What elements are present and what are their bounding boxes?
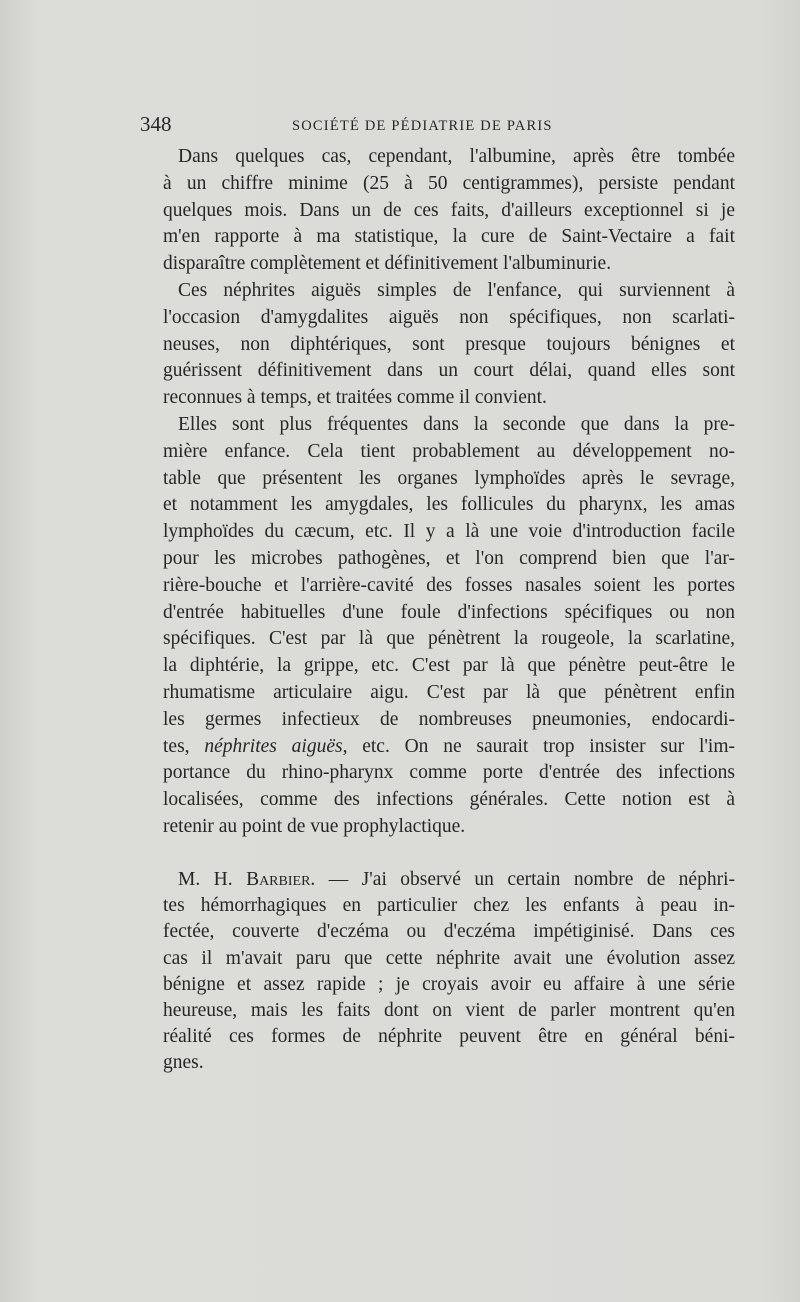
- text-line: heureuse, mais les faits dont on vient de parler montrent qu'en: [163, 999, 735, 1021]
- text-line: quelques mois. Dans un de ces faits, d'ailleurs exceptionnel si je: [163, 199, 735, 221]
- text-line: fectée, couverte d'eczéma ou d'eczéma impétiginisé. Dans ces: [163, 921, 735, 943]
- text-line: table que présentent les organes lymphoïdes après le sevrage,: [163, 467, 735, 489]
- text-segment: . — J'ai observé un certain nombre de néphri-: [310, 869, 735, 890]
- text-line: les germes infectieux de nombreuses pneumonies, endocardi-: [163, 708, 735, 730]
- text-line: l'occasion d'amygdalites aiguës non spécifiques, non scarlati-: [163, 306, 735, 328]
- text-line: cas il m'avait paru que cette néphrite avait une évolution assez: [163, 947, 735, 969]
- text-line: [163, 734, 735, 761]
- text-line: Dans quelques cas, cependant, l'albumine, après être tombée: [178, 146, 735, 167]
- text-line: bénigne et assez rapide ; je croyais avoir eu affaire à une série: [163, 973, 735, 995]
- text-line: guérissent définitivement dans un court délai, quand elles sont: [163, 360, 735, 382]
- text-line: m'en rapporte à ma statistique, la cure de Saint-Vectaire a fait: [163, 226, 735, 248]
- text-line: gnes.: [163, 1052, 204, 1074]
- text-line: mière enfance. Cela tient probablement au développement no-: [163, 440, 735, 462]
- text-line: réalité ces formes de néphrite peuvent être en général béni-: [163, 1026, 735, 1048]
- italic-text: néphrites aiguës: [204, 735, 343, 757]
- text-line: d'entrée habituelles d'une foule d'infections spécifiques ou non: [163, 601, 735, 623]
- text-line: tes hémorrhagiques en particulier chez les enfants à peau in-: [163, 895, 735, 917]
- page-header: [140, 112, 640, 142]
- text-line: rhumatisme articulaire aigu. C'est par là que pénètrent enfin: [163, 681, 735, 703]
- text-line: retenir au point de vue prophylactique.: [163, 815, 466, 837]
- text-line: localisées, comme des infections générales. Cette notion est à: [163, 789, 735, 811]
- text-line: la diphtérie, la grippe, etc. C'est par là que pénètre peut-être le: [163, 655, 735, 677]
- text-line: à un chiffre minime (25 à 50 centigrammes), persiste pendant: [163, 172, 735, 194]
- text-line: Elles sont plus fréquentes dans la seconde que dans la pre-: [178, 413, 735, 435]
- text-line: neuses, non diphtériques, sont presque toujours bénignes et: [163, 333, 735, 355]
- author-name: Barbier: [246, 869, 311, 890]
- text-segment: tes,: [163, 735, 205, 757]
- text-line: et notamment les amygdales, les follicules du pharynx, les amas: [163, 494, 735, 516]
- text-line: disparaître complètement et définitivement l'albuminurie.: [163, 253, 612, 275]
- text-line: portance du rhino-pharynx comme porte d'entrée des infections: [163, 762, 735, 784]
- text-line: lymphoïdes du cæcum, etc. Il y a là une voie d'introduction facile: [163, 521, 735, 543]
- text-segment: , etc. On ne saurait trop insister sur l'im-: [342, 735, 736, 757]
- text-line: [163, 867, 735, 893]
- running-title: SOCIÉTÉ DE PÉDIATRIE DE PARIS: [292, 118, 553, 134]
- text-line: rière-bouche et l'arrière-cavité des fosses nasales soient les portes: [163, 574, 735, 596]
- text-line: spécifiques. C'est par là que pénètrent la rougeole, la scarlatine,: [163, 628, 735, 650]
- text-line: Ces néphrites aiguës simples de l'enfance, qui surviennent à: [178, 279, 735, 301]
- paragraphs-main: [163, 144, 735, 841]
- paragraph-barbier-remarks: [163, 867, 735, 1077]
- text-line: reconnues à temps, et traitées comme il convient.: [163, 387, 547, 409]
- text-segment: M. H.: [178, 869, 247, 890]
- page-number: 348: [140, 112, 172, 136]
- text-line: pour les microbes pathogènes, et l'on comprend bien que l'ar-: [163, 547, 735, 569]
